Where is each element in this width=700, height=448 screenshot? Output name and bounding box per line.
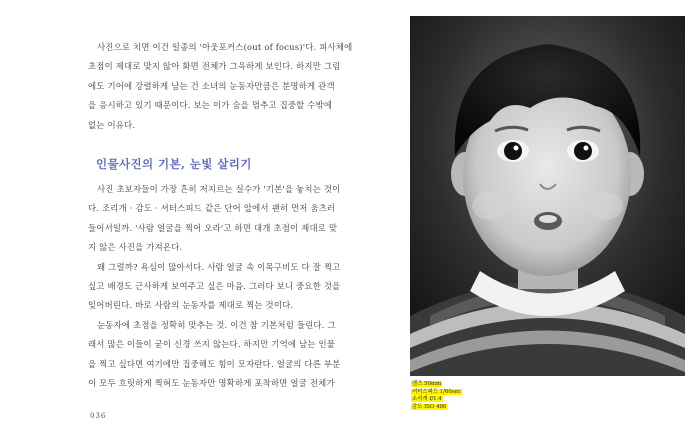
text-line: 들어서일까. '사람 얼굴을 찍어 오라'고 하면 대개 초점이 제대로 맞	[88, 222, 338, 233]
text-line: 래서 많은 이들이 굳이 신경 쓰지 않는다. 하지만 기억에 남는 인물	[88, 339, 336, 350]
text-line: 없는 이유다.	[88, 119, 136, 130]
text-line: 싶고 배경도 근사하게 보여주고 싶은 마음. 그러다 보니 중요한 것을	[88, 281, 341, 291]
caption-line: 렌즈 50mm	[412, 381, 442, 387]
body-paragraph-2	[88, 258, 384, 316]
text-line: 잊어버린다. 바로 사람의 눈동자를 제대로 찍는 것이다.	[88, 300, 294, 311]
text-line: 사진으로 치면 이건 일종의 '아웃포커스(out of focus)'다. 피사체에	[97, 42, 353, 52]
text-line: 다. 조리개 · 감도 · 셔터스피드 같은 단어 앞에서 괜히 먼저 움츠러	[88, 203, 336, 214]
section-heading: 인물사진의 기본, 눈빛 살리기	[96, 157, 252, 171]
text-line: 에도 기어에 강렬하게 남는 건 소녀의 눈동자만큼은 분명하게 관객	[88, 80, 335, 91]
page-number: 036	[90, 412, 107, 420]
text-line: 을 응시하고 있기 때문이다. 보는 이가 숨을 멈추고 집중할 수밖에	[88, 100, 333, 111]
text-line: 이 모두 흐릿하게 찍혀도 눈동자만 명확하게 포착하면 얼굴 전체가	[88, 378, 335, 389]
text-line: 왜 그럴까? 욕심이 많아서다. 사람 얼굴 속 이목구비도 다 잘 찍고	[97, 261, 341, 272]
body-paragraph-1	[88, 180, 384, 258]
text-line: 지 않은 사진을 가져온다.	[88, 242, 183, 253]
intro-paragraph	[88, 38, 384, 135]
portrait-illustration	[410, 16, 685, 376]
text-line: 사진 초보자들이 가장 흔히 저지르는 실수가 '기본'을 놓치는 것이	[97, 184, 341, 194]
caption-line: 셔터스피드 1/60sec	[412, 388, 461, 395]
text-line: 을 찍고 싶다면 여기에만 집중해도 힘이 모자란다. 얼굴의 다른 부분	[88, 358, 341, 369]
photo-caption	[411, 381, 462, 411]
caption-line: 감도 ISO 400	[412, 403, 447, 410]
child-portrait-photo	[410, 16, 685, 376]
text-line: 초점이 제대로 맞지 않아 화면 전체가 그윽하게 보인다. 하지만 그림	[88, 61, 341, 72]
caption-line: 조리개 f/1.4	[412, 396, 442, 403]
text-line: 눈동자에 초점을 정확히 맞추는 것. 이건 참 기본처럼 들린다. 그	[97, 319, 336, 330]
body-paragraph-3	[88, 316, 384, 394]
